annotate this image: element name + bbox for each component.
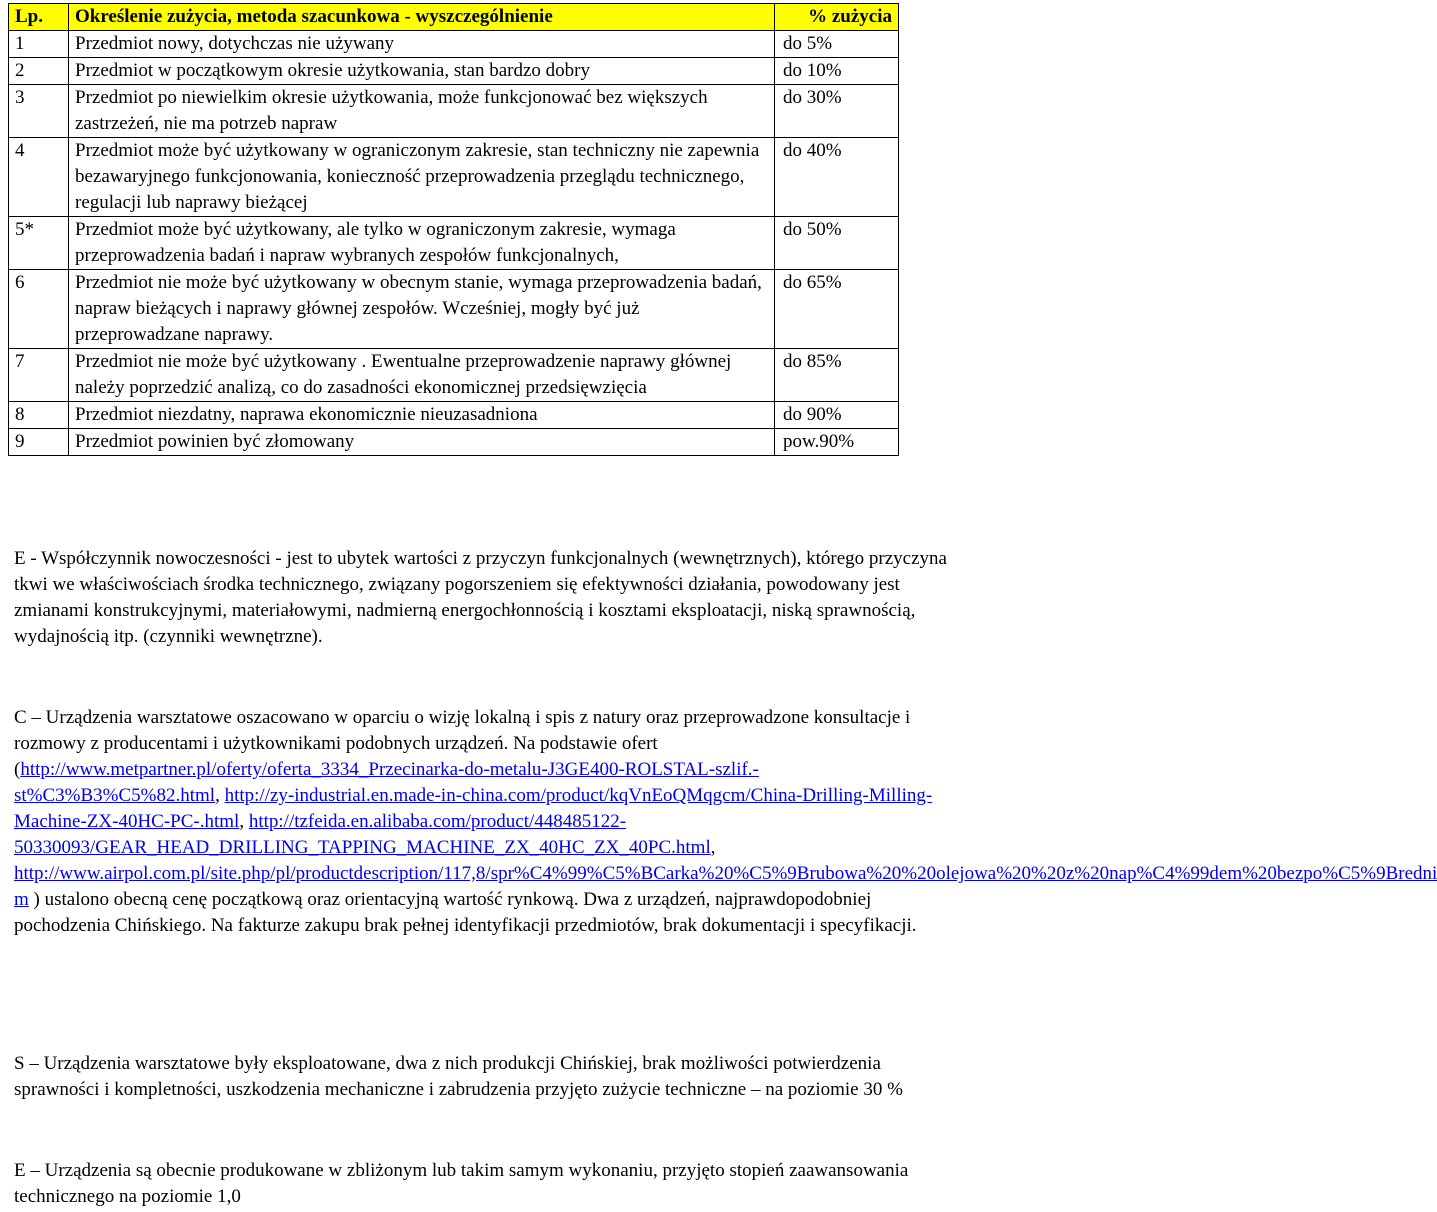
row-percent: do 40%: [775, 138, 899, 217]
row-description: Przedmiot niezdatny, naprawa ekonomicznie nieuzasadniona: [69, 402, 775, 429]
link-separator: ,: [239, 811, 249, 832]
table-row: [9, 31, 899, 58]
table-row: [9, 270, 899, 349]
row-lp: 7: [9, 349, 69, 402]
table-row: [9, 349, 899, 402]
paragraph-modernity-coefficient: E - Współczynnik nowoczesności - jest to ubytek wartości z przyczyn funkcjonalnych (wewnętrznych), którego przyczyna tkwi we właściwościach środka technicznego, związany pogorszeniem się efektywności działania, powodowany jest zmianami konstrukcyjnymi, materiałowymi, nadmierną energochłonnością i kosztami eksploatacji, niską sprawnością, wydajnością itp. (czynniki wewnętrzne).: [14, 548, 947, 647]
row-description: Przedmiot powinien być złomowany: [69, 429, 775, 456]
table-row: [9, 402, 899, 429]
offer-link-tzfeida[interactable]: http://tzfeida.en.alibaba.com/product/448485122-50330093/GEAR_HEAD_DRILLING_TAPPING_MACHINE_ZX_40HC_ZX_40PC.html: [14, 811, 711, 858]
row-percent: do 85%: [775, 349, 899, 402]
valuation-intro-text: C – Urządzenia warsztatowe oszacowano w oparciu o wizję lokalną i spis z natury oraz przeprowadzone konsultacje i rozmowy z producentami i użytkownikami podobnych urządzeń. Na podstawie ofert (: [14, 707, 911, 780]
paragraph-workshop-valuation: [14, 705, 1437, 939]
link-separator: ,: [215, 785, 225, 806]
row-description: Przedmiot nie może być użytkowany w obecnym stanie, wymaga przeprowadzenia badań, napraw bieżących i naprawy głównej zespołów. Wcześniej, mogły być już przeprowadzane naprawy.: [69, 270, 775, 349]
row-percent: do 50%: [775, 217, 899, 270]
row-description: Przedmiot nie może być użytkowany . Ewentualne przeprowadzenie naprawy głównej należy poprzedzić analizą, co do zasadności ekonomicznej przedsięwzięcia: [69, 349, 775, 402]
table-row: [9, 138, 899, 217]
header-description: Określenie zużycia, metoda szacunkowa - wyszczególnienie: [69, 4, 775, 31]
table-header-row: [9, 4, 899, 31]
header-lp: Lp.: [9, 4, 69, 31]
row-description: Przedmiot może być użytkowany, ale tylko w ograniczonym zakresie, wymaga przeprowadzenia badań i napraw wybranych zespołów funkcjonalnych,: [69, 217, 775, 270]
table-row: [9, 85, 899, 138]
row-lp: 6: [9, 270, 69, 349]
row-lp: 2: [9, 58, 69, 85]
offer-link-airpol[interactable]: http://www.airpol.com.pl/site.php/pl/productdescription/117,8/spr%C4%99%C5%BCarka%20%C5%9Brubowa%20%20olejowa%20%20z%20nap%C4%99dem%20bezpo%C5%9Bredni m: [14, 863, 1437, 910]
table-row: [9, 217, 899, 270]
row-percent: do 5%: [775, 31, 899, 58]
row-lp: 5*: [9, 217, 69, 270]
row-lp: 3: [9, 85, 69, 138]
table-row: [9, 429, 899, 456]
row-percent: do 65%: [775, 270, 899, 349]
row-lp: 4: [9, 138, 69, 217]
row-description: Przedmiot może być użytkowany w ograniczonym zakresie, stan techniczny nie zapewnia bezawaryjnego funkcjonowania, konieczność przeprowadzenia przeglądu technicznego, regulacji lub naprawy bieżącej: [69, 138, 775, 217]
row-percent: pow.90%: [775, 429, 899, 456]
row-percent: do 10%: [775, 58, 899, 85]
paragraph-technical-advancement: E – Urządzenia są obecnie produkowane w zbliżonym lub takim samym wykonaniu, przyjęto stopień zaawansowania technicznego na poziomie 1,0: [14, 1160, 909, 1207]
row-lp: 1: [9, 31, 69, 58]
row-percent: do 30%: [775, 85, 899, 138]
wear-table: [8, 3, 899, 456]
row-description: Przedmiot w początkowym okresie użytkowania, stan bardzo dobry: [69, 58, 775, 85]
row-percent: do 90%: [775, 402, 899, 429]
row-lp: 8: [9, 402, 69, 429]
offer-link-metpartner[interactable]: http://www.metpartner.pl/oferty/oferta_3334_Przecinarka-do-metalu-J3GE400-ROLSTAL-szlif.-st%C3%B3%C5%82.html: [14, 759, 759, 806]
row-lp: 9: [9, 429, 69, 456]
header-percent: % zużycia: [775, 4, 899, 31]
row-description: Przedmiot nowy, dotychczas nie używany: [69, 31, 775, 58]
table-row: [9, 58, 899, 85]
row-description: Przedmiot po niewielkim okresie użytkowania, może funkcjonować bez większych zastrzeżeń, nie ma potrzeb napraw: [69, 85, 775, 138]
valuation-rest-text: ) ustalono obecną cenę początkową oraz orientacyjną wartość rynkową. Dwa z urządzeń, najprawdopodobniej pochodzenia Chińskiego. Na fakturze zakupu brak pełnej identyfikacji przedmiotów, brak dokumentacji i specyfikacji.: [14, 889, 917, 936]
link-separator: ,: [710, 837, 716, 858]
offer-link-zy-industrial[interactable]: http://zy-industrial.en.made-in-china.com/product/kqVnEoQMqgcm/China-Drilling-Milling-Machine-ZX-40HC-PC-.html: [14, 785, 933, 832]
paragraph-technical-condition: S – Urządzenia warsztatowe były eksploatowane, dwa z nich produkcji Chińskiej, brak możliwości potwierdzenia sprawności i kompletności, uszkodzenia mechaniczne i zabrudzenia przyjęto zużycie techniczne – na poziomie 30 %: [14, 1053, 903, 1100]
